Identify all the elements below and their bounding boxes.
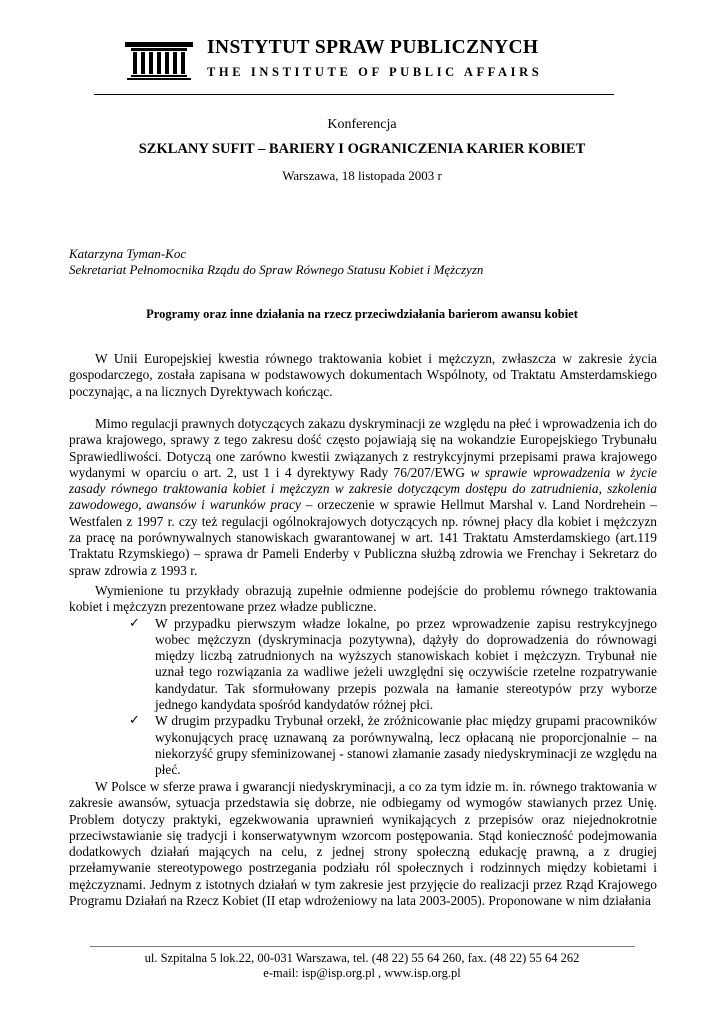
conference-date: Warszawa, 18 listopada 2003 r — [282, 168, 442, 183]
author-affiliation: Sekretariat Pełnomocnika Rządu do Spraw Równego Statusu Kobiet i Mężczyzn — [69, 262, 484, 277]
checklist — [69, 616, 657, 779]
checkmark-icon: ✓ — [129, 713, 140, 729]
author-name: Katarzyna Tyman-Koc — [69, 246, 187, 261]
paragraph-text: Wymienione tu przykłady obrazują zupełnie odmienne podejście do problemu równego traktowania kobiet i mężczyzn prezentowane przez władze publiczne. — [69, 583, 657, 615]
institute-name-english: THE INSTITUTE OF PUBLIC AFFAIRS — [207, 65, 543, 79]
institute-name: INSTYTUT SPRAW PUBLICZNYCH — [207, 37, 539, 58]
list-item — [129, 616, 657, 714]
paper-title: Programy oraz inne działania na rzecz przeciwdziałania barierom awansu kobiet — [146, 307, 578, 321]
body-paragraph-with-list — [69, 583, 657, 779]
conference-title: SZKLANY SUFIT – BARIERY I OGRANICZENIA KARIER KOBIET — [138, 141, 586, 157]
list-item-text: W przypadku pierwszym władze lokalne, po przez wprowadzenie zapisu restrykcyjnego wobec mężczyzn (dyskryminacja pozytywna), dążyły do doprowadzenia do równowagi między liczbą zatrudnionych na wyższych stanowiskach kobiet i mężczyzn. Trybunał nie uznał tego rozwiązania za wadliwe jeżeli uwzględni się oczywiście rzetelne rozpatrywanie kandydatur. Tak sformułowany przepis pozwala na łamanie stereotypów przy wyborze jednego kandydata spośród kandydatów różnej płci. — [155, 615, 657, 713]
columns-logo-icon — [125, 42, 193, 80]
list-item — [129, 713, 657, 778]
body-paragraph — [69, 416, 657, 579]
paragraph-text: Mimo regulacji prawnych dotyczących zakazu dyskryminacji ze względu na płeć i wprowadzenia ich do prawa krajowego, sprawy z tego zakresu dość często pojawiają się na wokandzie Europejskiego Trybunału Sprawiedliwości. Dotyczą one zarówno kwestii związanych z restrykcyjnymi przepisami prawa krajowego wydanymi w oparciu o art. 2, ust 1 i 4 dyrektywy Rady 76/207/EWG — [69, 416, 657, 480]
footer-contact: e-mail: isp@isp.org.pl , www.isp.org.pl — [263, 966, 461, 980]
footer-address: ul. Szpitalna 5 lok.22, 00-031 Warszawa, tel. (48 22) 55 64 260, fax. (48 22) 55 64 262 — [144, 951, 580, 965]
body-paragraph: W Polsce w sferze prawa i gwarancji niedyskryminacji, a co za tym idzie m. in. równego traktowania w zakresie awansów, sytuacja przedstawia się dobrze, nie odbiegamy od wymogów stawianych przez Unię. Problem dotyczy praktyki, egzekwowania uprawnień wynikających z przepisów oraz niejednokrotnie przeciwstawianie się tradycji i konserwatywnym wzorcom postępowania. Stąd konieczność podejmowania dodatkowych działań mających na celu, z jednej strony społeczną edukację prawną, a z drugiej przełamywanie stereotypowego postrzegania podziału ról społecznych i rodzinnych między kobietami i mężczyznami. Jednym z istotnych działań w tym zakresie jest przyjęcie do realizacji przez Rząd Krajowego Programu Działań na Rzecz Kobiet (II etap wdrożeniowy na lata 2003-2005). Proponowane w nim działania — [69, 779, 657, 909]
footer-divider — [90, 946, 635, 947]
list-item-text: W drugim przypadku Trybunał orzekł, że zróżnicowanie płac między grupami pracowników wykonujących pracę uznawaną za porównywalną, lecz opłacaną nie proporcjonalnie – na niekorzyść grupy sfeminizowanej - stanowi złamanie zasady niedyskryminacji ze względu na płeć. — [155, 713, 657, 778]
conference-label: Konferencja — [327, 117, 397, 132]
body-paragraph: W Unii Europejskiej kwestia równego traktowania kobiet i mężczyzn, zwłaszcza w zakresie życia gospodarczego, została zapisana w podstawowych dokumentach Wspólnoty, od Traktatu Amsterdamskiego poczynając, a na licznych Dyrektywach kończąc. — [69, 351, 657, 399]
header-divider — [94, 94, 614, 95]
checkmark-icon: ✓ — [129, 615, 140, 631]
paragraph-text: – orzeczenie w sprawie Hellmut Marshal v. Land Nordrehein – Westfalen z 1997 r. czy też regulacji ogólnokrajowych dotyczących np. równej płacy dla kobiet i mężczyzn za pracę na porównywalnych stanowiskach gwarantowanej w art. 141 Traktatu Amsterdamskiego (art.119 Traktatu Rzymskiego) – sprawa dr Pameli Enderby v Publiczna służbą zdrowia we Frenchay i Sekretarz do spraw zdrowia z 1993 r. — [69, 497, 658, 578]
directive-title: w sprawie wprowadzenia w życie zasady równego traktowania kobiet i mężczyzn w zakresie dotyczącym dostępu do zatrudnienia, szkolenia zawodowego, awansów i warunków pracy — [69, 464, 657, 513]
